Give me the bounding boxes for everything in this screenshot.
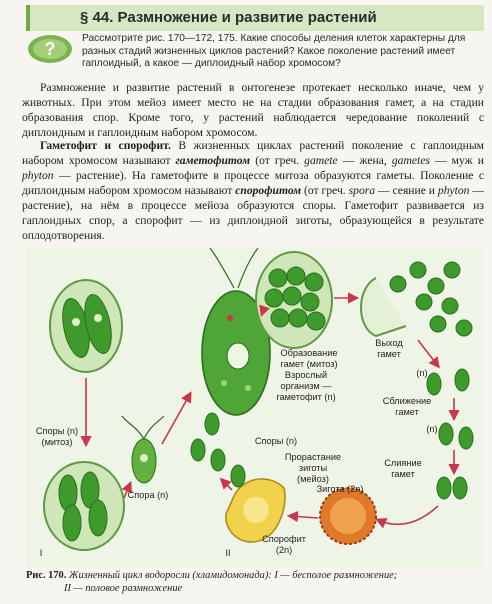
term-sporophyte: спорофитом [235, 184, 302, 197]
label-zygote: Зигота (2n) [316, 484, 364, 494]
label-sporophyte: Спорофит (2n) [262, 534, 306, 555]
question-badge-icon [26, 33, 74, 65]
label-gamete-formation: Образование гамет (митоз) [280, 348, 338, 369]
label-zygote-germination: Прорастание зиготы (мейоз) [284, 452, 342, 484]
label-haploid-1: (n) [416, 368, 428, 378]
zygote-illustration [320, 488, 376, 544]
term-gametophyte: гаметофитом [175, 154, 251, 167]
life-cycle-figure [26, 248, 484, 568]
paragraph-gametophyte: Гаметофит и спорофит. В жизненных циклах растений поколение с гаплоидным набором хромосом называют гаметофитом (от греч. gamete — жена, gametes — муж и phyton — растение). На гаметофите в процессе митоза образуются гаметы. Поколение с диплоидным набором хромосом называют спорофитом (от греч. spora — сеяние и phyton — растение), на нём в процессе мейоза образуются споры. Гаметофит развивается из гаплоидных спор, а спорофит — из диплоидной зиготы, образующейся в результате оплодотворения. [22, 139, 485, 242]
figure-caption [26, 569, 484, 595]
paragraph-intro: Размножение и развитие растений в онтогенезе протекает несколько иначе, чем у животных. При этом мейоз имеет место не на стадии образования гамет, а на стадии образования спор. Кроме того, у растений наблюдается чередование поколений с диплоидным и гаплоидным набором хромосом. [22, 81, 484, 139]
section-title: § 44. Размножение и развитие растений [26, 5, 484, 31]
gamete-formation-illustration [256, 252, 332, 348]
label-gamete-exit: Выход гамет [375, 338, 403, 359]
caption-line-2: II — половое размножение [64, 583, 183, 594]
label-gametes-fusion: Слияние гамет [384, 458, 422, 479]
spores-mitosis-illustration [44, 462, 124, 550]
label-haploid-2: (n) [426, 424, 438, 434]
adult-gametophyte-illustration [202, 248, 270, 415]
gamete-exit-illustration [361, 262, 472, 336]
svg-text:?: ? [44, 39, 56, 59]
fused-gametes-illustration [437, 477, 467, 499]
label-spore: Спора (n) [127, 490, 169, 500]
label-adult-gametophyte: Взрослый организм — гаметофит (n) [276, 370, 336, 402]
caption-line-1: Жизненный цикл водоросли (хламидомонада): I — бесполое размножение; [66, 570, 398, 581]
label-spores-mitosis: Споры (n) (митоз) [35, 426, 79, 447]
caption-number: Рис. 170. [26, 570, 67, 581]
sporophyte-illustration [226, 479, 285, 542]
paragraph-heading: Гаметофит и спорофит. [40, 139, 171, 152]
review-question: Рассмотрите рис. 170—172, 175. Какие способы деления клеток характерны для разных стадий жизненных циклов растений? Какое поколение растений имеет гаплоидный, а какое — диплоидный набор хромосом? [82, 33, 466, 69]
label-gametes-approach: Сближение гамет [382, 396, 432, 417]
label-roman-one: I [39, 548, 43, 558]
released-spores-illustration [191, 413, 245, 487]
label-roman-two: II [225, 548, 231, 558]
mother-cell-illustration [50, 280, 122, 372]
label-spores-n: Споры (n) [254, 436, 298, 446]
spore-illustration [122, 416, 164, 483]
